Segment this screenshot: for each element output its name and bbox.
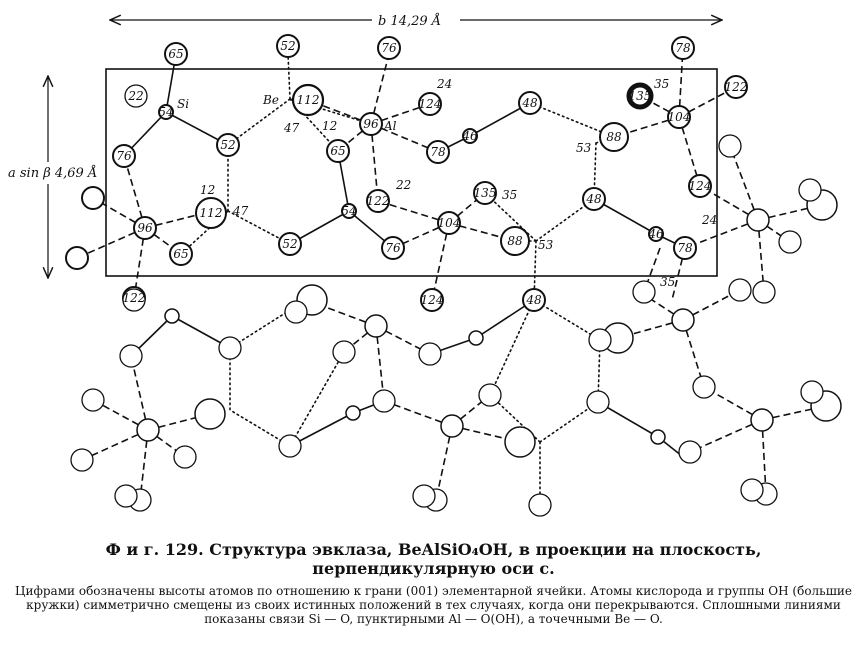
height-label: 52 [282,237,298,251]
element-label-si: Si [177,97,190,111]
figure-caption-note: Цифрами обозначены высоты атомов по отношению к грани (001) элементарной ячейки. Атомы кислорода и группы OH (большие кружки) симметрично смещены из своих истинных положений в тех случаях, когда они перекрываются. Сплошными линиями показаны связи Si — O, пунктирными Al — O(OH), а точечными Be — O. [15,584,852,626]
oxygen-atom [413,485,435,507]
oxygen-atom [419,343,441,365]
oxygen-atom [801,381,823,403]
height-label: 135 [473,186,497,200]
height-label: 46 [462,129,478,143]
height-label: 48 [526,293,542,307]
figure-caption-title: Ф и г. 129. Структура эвклаза, BeAlSiO₄OH, в проекции на плоскость, перпендикулярную оси c. [105,540,762,578]
height-label: 48 [586,192,602,206]
height-label: 54 [158,105,174,119]
height-labels [116,39,747,307]
height-label: 88 [606,130,622,144]
height-label: 48 [522,96,538,110]
height-label: 47 [284,121,300,135]
height-label: 124 [688,179,712,193]
aluminum-atom [137,419,159,441]
height-label: 22 [128,89,144,103]
oxygen-atom [333,341,355,363]
height-label: 104 [667,110,691,124]
height-label: 96 [137,221,153,235]
oxygen-atom [505,427,535,457]
oxygen-atom [82,187,104,209]
aluminum-atom [441,415,463,437]
unit-cell-outline [106,69,717,276]
oxygen-atom [589,329,611,351]
height-label: 54 [341,204,357,218]
a-axis-label: a sin β 4,69 Å [8,166,98,181]
height-label: 112 [199,206,223,220]
oxygen-atom [693,376,715,398]
height-label: 78 [430,145,446,159]
height-label: 124 [418,97,442,111]
oxygen-atom [195,399,225,429]
height-label: 104 [437,216,461,230]
oxygen-atom [82,389,104,411]
height-label: 76 [381,41,397,55]
element-label-al: Al [384,119,397,133]
silicon-atom [651,430,665,444]
element-label-be: Be [263,93,279,107]
oxygen-atom [115,485,137,507]
oxygen-atom [373,390,395,412]
oxygen-atom [174,446,196,468]
oxygen-atom [741,479,763,501]
aluminum-atom [751,409,773,431]
height-label: 53 [576,141,592,155]
oxygen-atom [753,281,775,303]
oxygen-atom [71,449,93,471]
height-label: 12 [200,183,216,197]
height-label: 35 [502,188,518,202]
height-label: 112 [296,93,320,107]
height-label: 35 [660,275,676,289]
be-o-bonds [181,54,614,505]
aluminum-atom [747,209,769,231]
height-label: 47 [233,204,249,218]
height-label: 122 [366,194,390,208]
oxygen-atom [285,301,307,323]
oxygen-atom [719,135,741,157]
height-label: 24 [702,213,718,227]
height-label: 124 [420,293,444,307]
height-label: 52 [220,138,236,152]
height-label: 122 [122,291,146,305]
height-label: 22 [396,178,412,192]
beryllium-atom [469,331,483,345]
aluminum-atom [365,315,387,337]
oxygen-atom [679,441,701,463]
height-label: 35 [654,77,670,91]
height-label: 52 [280,39,296,53]
height-label: 76 [116,149,132,163]
silicon-atom [165,309,179,323]
height-label: 12 [322,119,338,133]
height-label: 65 [330,144,346,158]
height-label: 53 [538,238,554,252]
height-label: 78 [677,241,693,255]
silicon-atom [346,406,360,420]
height-label: 135 [628,89,652,103]
aluminum-atom [672,309,694,331]
height-label: 65 [173,247,189,261]
height-label: 65 [168,47,184,61]
oxygen-atom [479,384,501,406]
oxygen-atom [779,231,801,253]
height-label: 76 [385,241,401,255]
oxygen-atom [66,247,88,269]
height-label: 78 [675,41,691,55]
height-label: 122 [724,80,748,94]
oxygen-atom [633,281,655,303]
oxygen-atom [587,391,609,413]
height-label: 88 [507,234,523,248]
oxygen-atom [729,279,751,301]
oxygen-atom [529,494,551,516]
b-axis-label: b 14,29 Å [378,14,442,29]
oxygen-atom [279,435,301,457]
height-label: 46 [648,227,664,241]
oxygen-atom [120,345,142,367]
oxygen-atom [219,337,241,359]
height-label: 24 [437,77,453,91]
oxygen-atom [799,179,821,201]
height-label: 96 [363,117,379,131]
